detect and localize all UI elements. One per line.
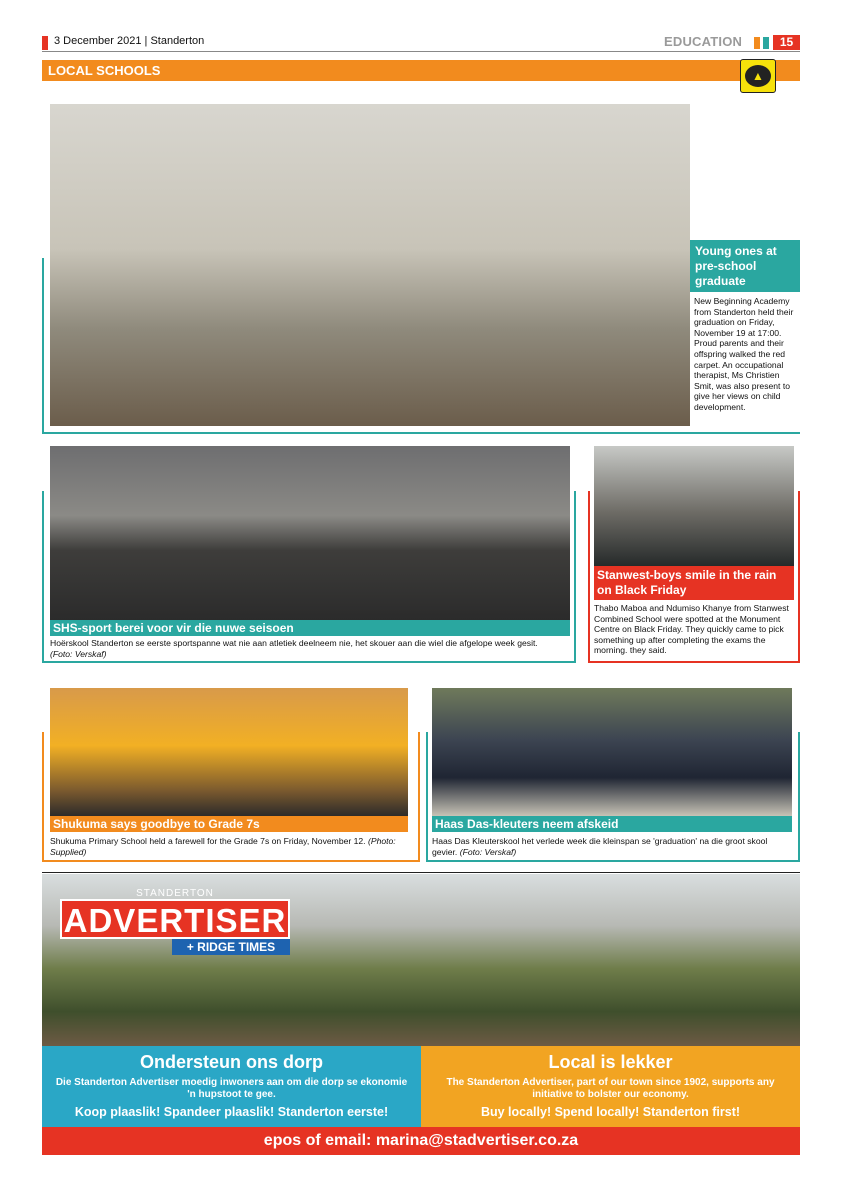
header-marker [42,36,48,50]
haas-das-credit: (Foto: Verskaf) [459,846,517,857]
stanwest-headline: Stanwest-boys smile in the rain on Black Friday [594,566,794,600]
advert-right-slogan: Buy locally! Spend locally! Standerton first! [480,1105,741,1119]
preschool-body: New Beginning Academy from Standerton held their graduation on Friday, November 19 at 17:00. Proud parents and their offspring walked the red carpet. An occupational therapist, Ms Christien Smit, was also present to give her views on child development. [694,296,794,412]
advert-left-slogan: Koop plaaslik! Spandeer plaaslik! Standerton eerste! [74,1105,389,1119]
advert-left-body: Die Standerton Advertiser moedig inwoners aan om die dorp se ekonomie 'n hupstoot te gee. [55,1077,408,1100]
header-dateline: 3 December 2021 | Standerton [54,35,205,47]
advert-english-panel [421,1046,800,1127]
logo-sub-text: + RIDGE TIMES [172,939,290,955]
shs-sport-headline: SHS-sport berei voor vir die nuwe seisoen [50,620,570,636]
haas-das-photo [432,688,792,816]
section-marker-orange [754,37,760,49]
shukuma-caption [50,836,410,857]
section-marker-teal [763,37,769,49]
shukuma-credit: (Photo: Supplied) [50,836,396,857]
shukuma-headline: Shukuma says goodbye to Grade 7s [50,816,408,832]
advert-contact-bar: epos of email: marina@stadvertiser.co.za [42,1127,800,1155]
issue-date: 3 December 2021 [54,35,142,47]
section-band-title: LOCAL SCHOOLS [48,63,161,78]
shs-sport-credit: (Foto: Verskaf) [50,648,107,659]
stanwest-photo [594,446,794,566]
advert-rule [42,872,800,873]
haas-das-headline: Haas Das-kleuters neem afskeid [432,816,792,832]
shukuma-body: Shukuma Primary School held a farewell for the Grade 7s on Friday, November 12. [50,836,366,846]
advert-left-headline: Ondersteun ons dorp [139,1052,323,1072]
graduation-cap-icon: ▲ [740,59,776,93]
shs-sport-caption [50,638,570,659]
haas-das-caption [432,836,794,857]
preschool-headline: Young ones at pre-school graduate [690,240,800,292]
advertiser-logo [60,888,290,952]
advert-afrikaans-panel [42,1046,421,1127]
header-rule [42,51,800,52]
shs-sport-photo [50,446,570,620]
preschool-photo [50,104,690,426]
section-name: EDUCATION [664,34,743,49]
page-number: 15 [773,35,800,50]
shs-sport-body: Hoërskool Standerton se eerste sportspanne wat nie aan atletiek deelneem nie, het skouer aan die wiel die afgelope week gesit. [50,638,538,648]
section-band [42,60,800,81]
haas-das-body: Haas Das Kleuterskool het verlede week die kleinspan se 'graduation' na die groot skool gevier. [432,836,768,857]
paper-name: Standerton [150,35,205,47]
advert-right-body: The Standerton Advertiser, part of our town since 1902, supports any initiative to bolster our economy. [446,1077,775,1100]
shukuma-photo [50,688,408,816]
logo-top-text: STANDERTON [136,888,214,899]
advert-right-headline: Local is lekker [548,1052,673,1072]
logo-main-text: ADVERTISER [60,899,290,939]
stanwest-body: Thabo Maboa and Ndumiso Khanye from Stanwest Combined School were spotted at the Monument Centre on Black Friday. They quickly came to pick something up after completing the exams the morning. they said. [594,603,789,656]
